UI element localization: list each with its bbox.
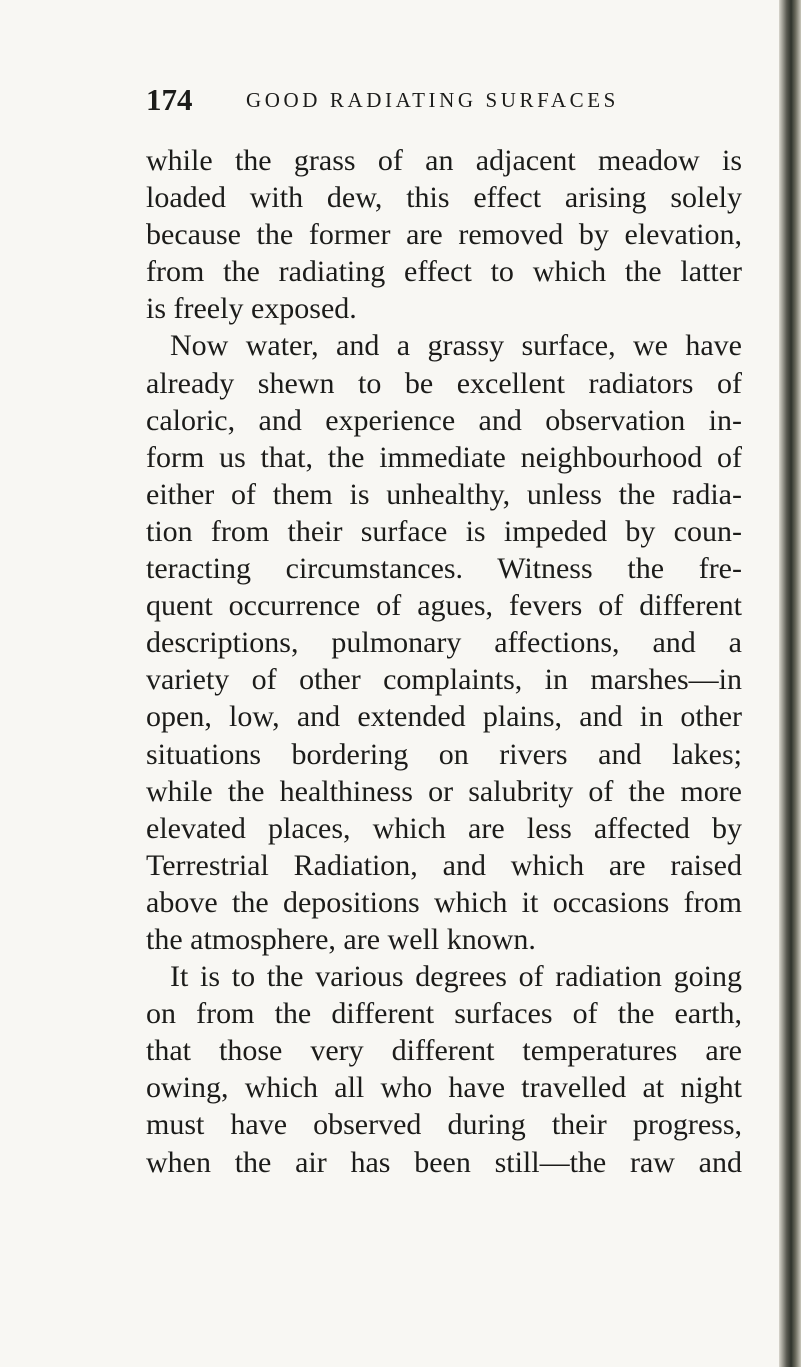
text-line: tion from their surface is impeded by coun-	[146, 514, 742, 548]
text-line: open, low, and extended plains, and in other	[146, 700, 742, 734]
text-line: form us that, the immediate neighbourhood of	[146, 440, 742, 474]
text-line: quent occurrence of agues, fevers of different	[146, 589, 742, 623]
text-line: the atmosphere, are well known.	[146, 922, 536, 956]
text-line: must have observed during their progress,	[146, 1108, 742, 1142]
text-line: already shewn to be excellent radiators of	[146, 366, 742, 400]
page-number: 174	[146, 82, 193, 117]
text-line: Terrestrial Radiation, and which are raised	[146, 848, 742, 882]
text-line: caloric, and experience and observation in-	[146, 403, 742, 437]
text-line: on from the different surfaces of the earth,	[146, 997, 742, 1031]
text-line: because the former are removed by elevation,	[146, 218, 742, 252]
text-line: is freely exposed.	[146, 292, 357, 326]
text-line: descriptions, pulmonary affections, and a	[146, 626, 742, 660]
text-line: above the depositions which it occasions from	[146, 885, 742, 919]
text-line: variety of other complaints, in marshes—in	[146, 663, 742, 697]
text-line: when the air has been still—the raw and	[146, 1145, 742, 1179]
text-line: situations bordering on rivers and lakes;	[146, 737, 742, 771]
text-line: that those very different temperatures are	[146, 1034, 742, 1068]
page-edge	[779, 0, 801, 1367]
text-line: elevated places, which are less affected by	[146, 811, 742, 845]
text-line: loaded with dew, this effect arising solely	[146, 181, 742, 215]
text-line: while the grass of an adjacent meadow is	[146, 144, 742, 177]
text-line: while the healthiness or salubrity of the more	[146, 774, 742, 808]
body-text	[146, 142, 742, 1181]
text-line: Now water, and a grassy surface, we have	[170, 329, 742, 363]
text-line: teracting circumstances. Witness the fre-	[146, 552, 742, 586]
running-head	[146, 82, 746, 122]
running-head-title: GOOD RADIATING SURFACES	[246, 88, 619, 112]
text-line: owing, which all who have travelled at night	[146, 1071, 742, 1105]
text-line: It is to the various degrees of radiation going	[170, 960, 742, 994]
text-line: from the radiating effect to which the latter	[146, 255, 742, 289]
text-line: either of them is unhealthy, unless the radia-	[146, 477, 742, 511]
